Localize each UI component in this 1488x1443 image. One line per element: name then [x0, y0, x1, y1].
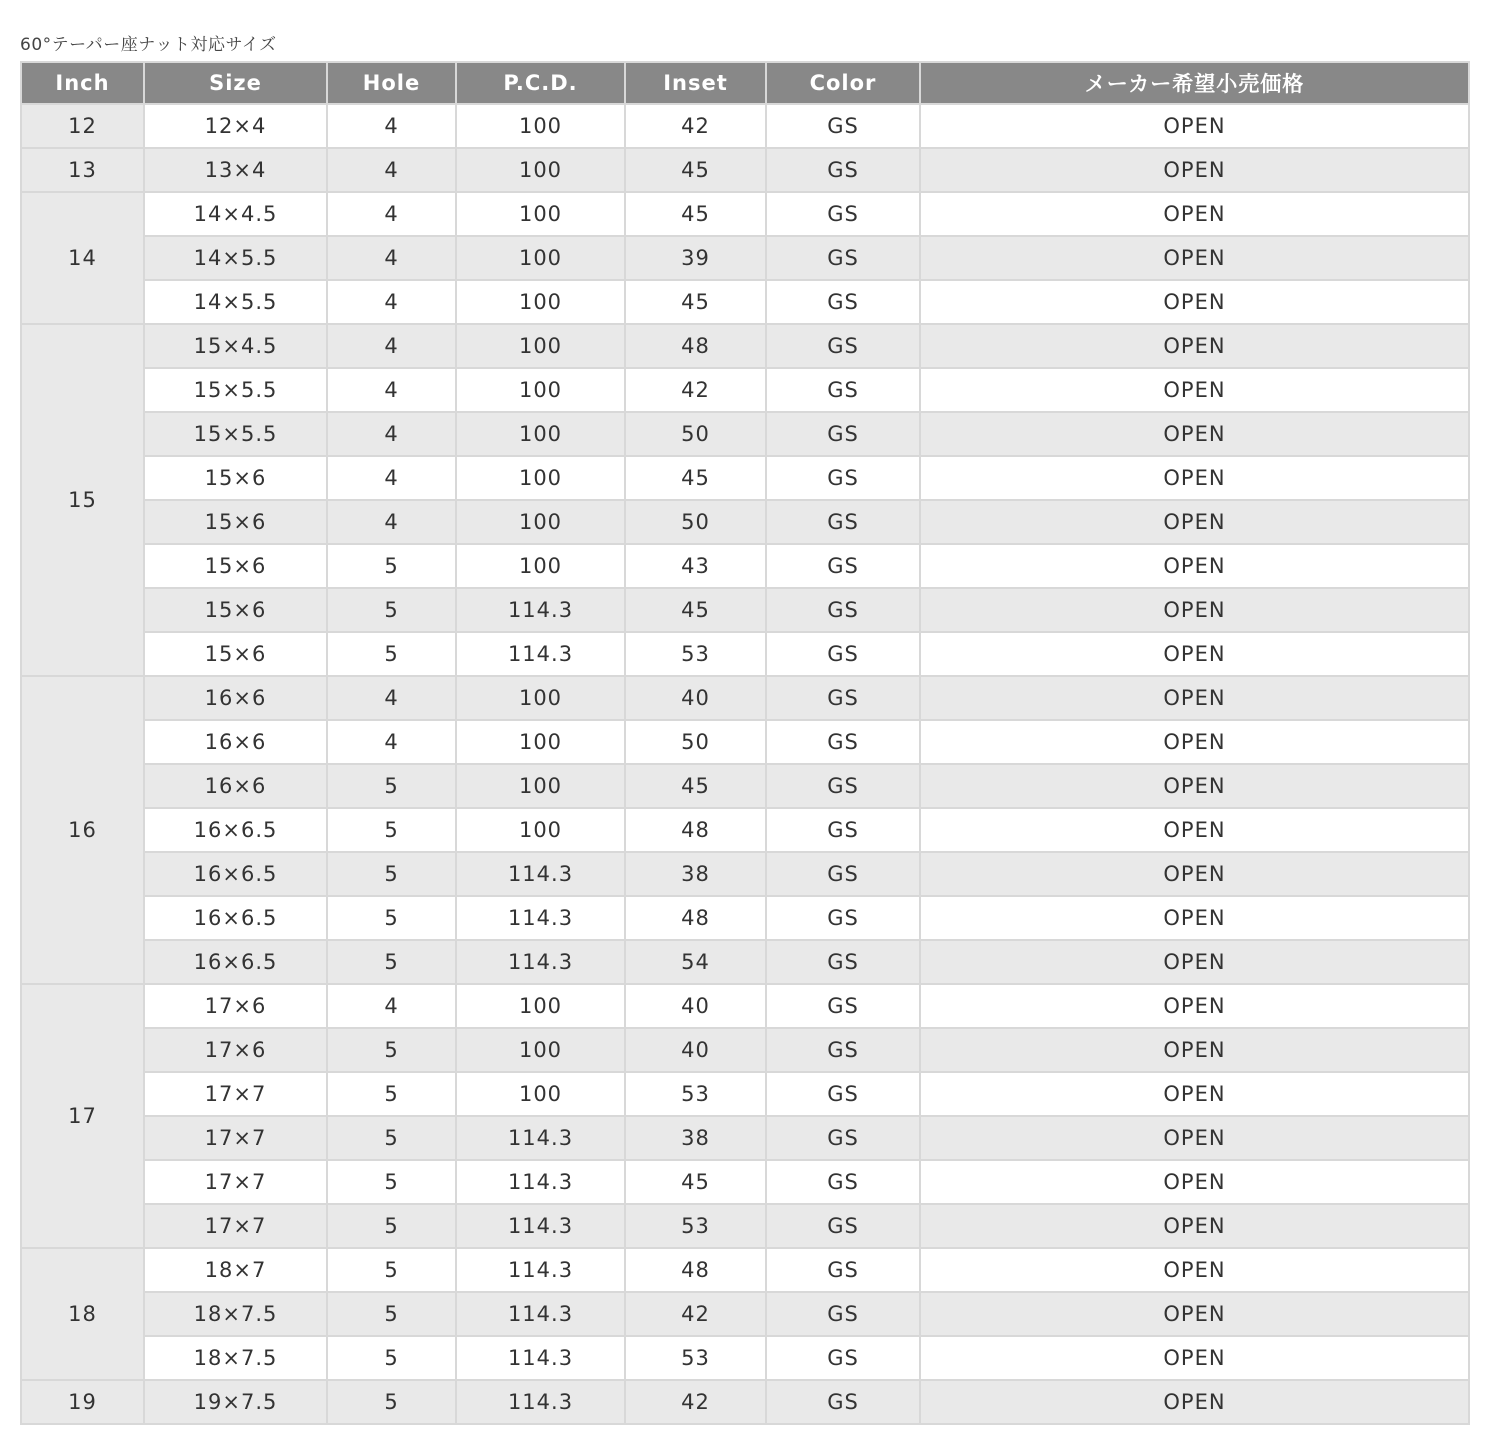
cell-inset: 45: [625, 1160, 766, 1204]
table-row: [21, 192, 1469, 236]
cell-inset: 38: [625, 852, 766, 896]
cell-pcd: 100: [456, 236, 625, 280]
cell-price: OPEN: [920, 764, 1469, 808]
cell-size: 19×7.5: [144, 1380, 327, 1424]
cell-inset: 48: [625, 324, 766, 368]
cell-hole: 4: [327, 412, 456, 456]
cell-hole: 4: [327, 104, 456, 148]
cell-color: GS: [766, 1248, 920, 1292]
cell-pcd: 114.3: [456, 1160, 625, 1204]
cell-inch: 16: [21, 676, 144, 984]
cell-pcd: 100: [456, 192, 625, 236]
cell-inset: 40: [625, 984, 766, 1028]
cell-color: GS: [766, 676, 920, 720]
cell-inch: 18: [21, 1248, 144, 1380]
cell-inset: 53: [625, 1204, 766, 1248]
cell-size: 15×6: [144, 500, 327, 544]
cell-color: GS: [766, 236, 920, 280]
cell-size: 14×5.5: [144, 280, 327, 324]
cell-price: OPEN: [920, 368, 1469, 412]
cell-price: OPEN: [920, 1248, 1469, 1292]
cell-price: OPEN: [920, 1160, 1469, 1204]
cell-pcd: 114.3: [456, 1116, 625, 1160]
cell-price: OPEN: [920, 1116, 1469, 1160]
cell-pcd: 114.3: [456, 852, 625, 896]
cell-hole: 4: [327, 368, 456, 412]
cell-size: 17×7: [144, 1204, 327, 1248]
header-pcd: P.C.D.: [456, 62, 625, 104]
cell-price: OPEN: [920, 1204, 1469, 1248]
cell-size: 16×6.5: [144, 808, 327, 852]
cell-inset: 45: [625, 192, 766, 236]
cell-pcd: 114.3: [456, 1380, 625, 1424]
cell-size: 16×6: [144, 720, 327, 764]
cell-inset: 53: [625, 632, 766, 676]
cell-color: GS: [766, 852, 920, 896]
cell-hole: 5: [327, 632, 456, 676]
table-row: [21, 1380, 1469, 1424]
cell-pcd: 100: [456, 544, 625, 588]
cell-color: GS: [766, 1028, 920, 1072]
header-color: Color: [766, 62, 920, 104]
table-row: [21, 1292, 1469, 1336]
cell-price: OPEN: [920, 940, 1469, 984]
cell-inset: 42: [625, 1380, 766, 1424]
cell-size: 16×6: [144, 764, 327, 808]
cell-hole: 5: [327, 544, 456, 588]
table-row: [21, 456, 1469, 500]
cell-color: GS: [766, 720, 920, 764]
cell-price: OPEN: [920, 632, 1469, 676]
cell-inset: 45: [625, 588, 766, 632]
cell-hole: 5: [327, 1028, 456, 1072]
cell-color: GS: [766, 588, 920, 632]
cell-price: OPEN: [920, 148, 1469, 192]
cell-color: GS: [766, 1204, 920, 1248]
cell-hole: 5: [327, 764, 456, 808]
cell-color: GS: [766, 456, 920, 500]
cell-color: GS: [766, 1160, 920, 1204]
cell-hole: 5: [327, 1336, 456, 1380]
cell-hole: 5: [327, 808, 456, 852]
cell-pcd: 114.3: [456, 1292, 625, 1336]
table-row: [21, 676, 1469, 720]
table-row: [21, 1204, 1469, 1248]
cell-pcd: 100: [456, 764, 625, 808]
cell-color: GS: [766, 984, 920, 1028]
table-row: [21, 940, 1469, 984]
cell-inset: 39: [625, 236, 766, 280]
cell-price: OPEN: [920, 104, 1469, 148]
table-row: [21, 588, 1469, 632]
cell-inset: 48: [625, 808, 766, 852]
cell-size: 15×4.5: [144, 324, 327, 368]
cell-price: OPEN: [920, 1380, 1469, 1424]
cell-inset: 54: [625, 940, 766, 984]
cell-inset: 50: [625, 500, 766, 544]
table-row: [21, 148, 1469, 192]
cell-pcd: 100: [456, 456, 625, 500]
cell-price: OPEN: [920, 544, 1469, 588]
cell-price: OPEN: [920, 720, 1469, 764]
cell-size: 13×4: [144, 148, 327, 192]
header-inch: Inch: [21, 62, 144, 104]
cell-size: 16×6: [144, 676, 327, 720]
cell-inset: 42: [625, 368, 766, 412]
cell-price: OPEN: [920, 500, 1469, 544]
cell-size: 17×7: [144, 1116, 327, 1160]
cell-size: 17×7: [144, 1160, 327, 1204]
table-row: [21, 544, 1469, 588]
cell-size: 18×7.5: [144, 1336, 327, 1380]
cell-size: 16×6.5: [144, 852, 327, 896]
table-row: [21, 1336, 1469, 1380]
table-row: [21, 632, 1469, 676]
cell-price: OPEN: [920, 1028, 1469, 1072]
cell-inset: 45: [625, 456, 766, 500]
table-row: [21, 984, 1469, 1028]
cell-size: 15×5.5: [144, 368, 327, 412]
cell-hole: 4: [327, 720, 456, 764]
cell-size: 14×4.5: [144, 192, 327, 236]
cell-color: GS: [766, 1336, 920, 1380]
cell-color: GS: [766, 148, 920, 192]
table-row: [21, 896, 1469, 940]
cell-pcd: 100: [456, 720, 625, 764]
table-row: [21, 500, 1469, 544]
table-header-row: [21, 62, 1469, 104]
cell-color: GS: [766, 1292, 920, 1336]
cell-pcd: 114.3: [456, 1204, 625, 1248]
cell-pcd: 100: [456, 412, 625, 456]
cell-price: OPEN: [920, 852, 1469, 896]
table-row: [21, 1072, 1469, 1116]
header-size: Size: [144, 62, 327, 104]
cell-hole: 5: [327, 588, 456, 632]
cell-size: 17×6: [144, 984, 327, 1028]
cell-inset: 42: [625, 1292, 766, 1336]
cell-inset: 48: [625, 1248, 766, 1292]
table-row: [21, 412, 1469, 456]
header-inset: Inset: [625, 62, 766, 104]
cell-pcd: 100: [456, 368, 625, 412]
cell-price: OPEN: [920, 588, 1469, 632]
cell-inset: 45: [625, 764, 766, 808]
cell-pcd: 114.3: [456, 1336, 625, 1380]
cell-hole: 5: [327, 1072, 456, 1116]
cell-inset: 45: [625, 148, 766, 192]
cell-price: OPEN: [920, 808, 1469, 852]
cell-color: GS: [766, 764, 920, 808]
cell-hole: 5: [327, 1248, 456, 1292]
cell-price: OPEN: [920, 456, 1469, 500]
cell-size: 17×7: [144, 1072, 327, 1116]
cell-color: GS: [766, 368, 920, 412]
header-hole: Hole: [327, 62, 456, 104]
cell-inch: 14: [21, 192, 144, 324]
cell-size: 18×7.5: [144, 1292, 327, 1336]
cell-inch: 19: [21, 1380, 144, 1424]
cell-pcd: 100: [456, 324, 625, 368]
cell-size: 16×6.5: [144, 940, 327, 984]
cell-hole: 4: [327, 676, 456, 720]
cell-hole: 4: [327, 324, 456, 368]
cell-inset: 38: [625, 1116, 766, 1160]
cell-color: GS: [766, 544, 920, 588]
cell-hole: 4: [327, 148, 456, 192]
cell-pcd: 100: [456, 104, 625, 148]
cell-price: OPEN: [920, 280, 1469, 324]
cell-hole: 4: [327, 280, 456, 324]
table-row: [21, 852, 1469, 896]
cell-pcd: 100: [456, 1072, 625, 1116]
wheel-size-table: [20, 61, 1470, 1425]
cell-inset: 40: [625, 676, 766, 720]
cell-hole: 5: [327, 1116, 456, 1160]
cell-inset: 42: [625, 104, 766, 148]
cell-inset: 40: [625, 1028, 766, 1072]
cell-hole: 5: [327, 852, 456, 896]
cell-pcd: 114.3: [456, 896, 625, 940]
cell-hole: 5: [327, 1204, 456, 1248]
cell-color: GS: [766, 192, 920, 236]
cell-price: OPEN: [920, 1292, 1469, 1336]
cell-price: OPEN: [920, 984, 1469, 1028]
cell-hole: 5: [327, 1292, 456, 1336]
table-row: [21, 1248, 1469, 1292]
table-row: [21, 1116, 1469, 1160]
cell-size: 12×4: [144, 104, 327, 148]
table-row: [21, 764, 1469, 808]
cell-inset: 48: [625, 896, 766, 940]
cell-color: GS: [766, 104, 920, 148]
cell-size: 15×6: [144, 588, 327, 632]
cell-hole: 4: [327, 192, 456, 236]
table-row: [21, 720, 1469, 764]
cell-color: GS: [766, 1116, 920, 1160]
cell-inch: 15: [21, 324, 144, 676]
cell-inset: 50: [625, 720, 766, 764]
cell-price: OPEN: [920, 1072, 1469, 1116]
table-row: [21, 808, 1469, 852]
table-row: [21, 1028, 1469, 1072]
cell-color: GS: [766, 280, 920, 324]
table-row: [21, 324, 1469, 368]
table-row: [21, 104, 1469, 148]
cell-pcd: 114.3: [456, 632, 625, 676]
cell-pcd: 114.3: [456, 588, 625, 632]
cell-color: GS: [766, 808, 920, 852]
cell-pcd: 100: [456, 148, 625, 192]
cell-pcd: 100: [456, 280, 625, 324]
cell-size: 15×5.5: [144, 412, 327, 456]
cell-size: 15×6: [144, 456, 327, 500]
cell-pcd: 100: [456, 808, 625, 852]
cell-color: GS: [766, 324, 920, 368]
cell-inset: 45: [625, 280, 766, 324]
cell-price: OPEN: [920, 236, 1469, 280]
cell-inset: 50: [625, 412, 766, 456]
cell-size: 14×5.5: [144, 236, 327, 280]
header-price: メーカー希望小売価格: [920, 62, 1469, 104]
cell-color: GS: [766, 1072, 920, 1116]
cell-pcd: 100: [456, 500, 625, 544]
cell-size: 18×7: [144, 1248, 327, 1292]
cell-hole: 5: [327, 1380, 456, 1424]
cell-inch: 13: [21, 148, 144, 192]
cell-color: GS: [766, 412, 920, 456]
table-caption: 60°テーパー座ナット対応サイズ: [20, 35, 277, 55]
cell-size: 16×6.5: [144, 896, 327, 940]
cell-size: 15×6: [144, 544, 327, 588]
cell-inch: 17: [21, 984, 144, 1248]
cell-color: GS: [766, 1380, 920, 1424]
cell-pcd: 100: [456, 1028, 625, 1072]
cell-price: OPEN: [920, 676, 1469, 720]
cell-inset: 53: [625, 1336, 766, 1380]
table-row: [21, 1160, 1469, 1204]
cell-hole: 5: [327, 1160, 456, 1204]
cell-color: GS: [766, 896, 920, 940]
cell-hole: 5: [327, 940, 456, 984]
cell-size: 15×6: [144, 632, 327, 676]
cell-hole: 4: [327, 984, 456, 1028]
cell-inch: 12: [21, 104, 144, 148]
cell-color: GS: [766, 940, 920, 984]
table-body: [21, 104, 1469, 1424]
cell-hole: 4: [327, 500, 456, 544]
cell-price: OPEN: [920, 192, 1469, 236]
cell-pcd: 100: [456, 676, 625, 720]
cell-price: OPEN: [920, 324, 1469, 368]
cell-pcd: 100: [456, 984, 625, 1028]
cell-pcd: 114.3: [456, 1248, 625, 1292]
cell-color: GS: [766, 500, 920, 544]
table-row: [21, 236, 1469, 280]
cell-inset: 43: [625, 544, 766, 588]
cell-price: OPEN: [920, 412, 1469, 456]
cell-size: 17×6: [144, 1028, 327, 1072]
table-row: [21, 280, 1469, 324]
cell-hole: 5: [327, 896, 456, 940]
cell-hole: 4: [327, 456, 456, 500]
cell-hole: 4: [327, 236, 456, 280]
cell-price: OPEN: [920, 896, 1469, 940]
table-row: [21, 368, 1469, 412]
cell-color: GS: [766, 632, 920, 676]
cell-inset: 53: [625, 1072, 766, 1116]
cell-pcd: 114.3: [456, 940, 625, 984]
cell-price: OPEN: [920, 1336, 1469, 1380]
